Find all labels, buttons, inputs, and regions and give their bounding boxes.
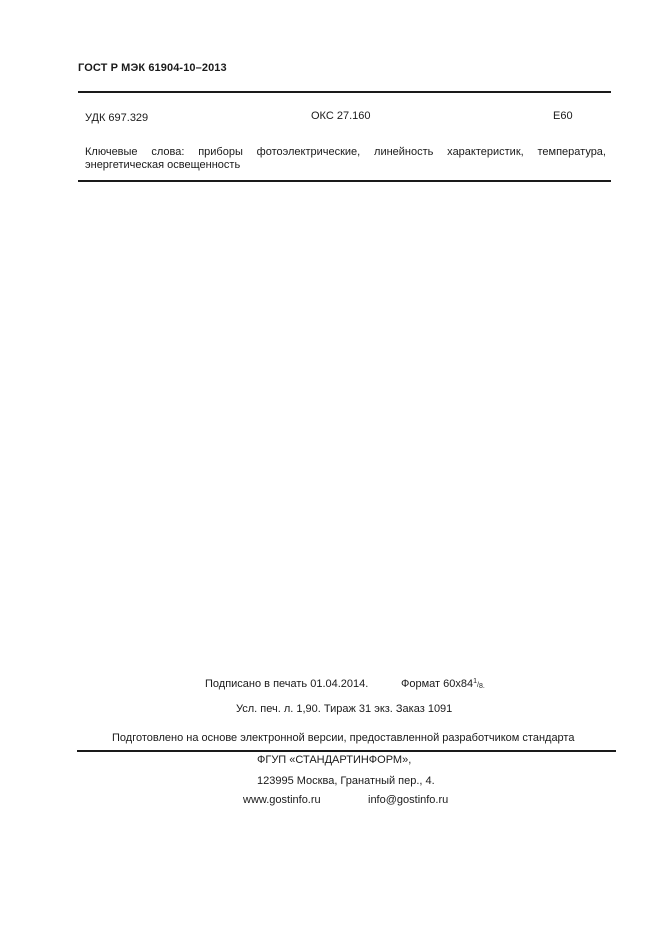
print-info: Усл. печ. л. 1,90. Тираж 31 экз. Заказ 1091 [236, 703, 453, 715]
format-denominator: 8 [478, 683, 483, 690]
group-code: Е60 [553, 110, 573, 122]
prepared-note: Подготовлено на основе электронной версии, предоставленной разработчиком стандарта [112, 732, 575, 744]
signed-date: Подписано в печать 01.04.2014. [205, 678, 369, 690]
publisher-address: 123995 Москва, Гранатный пер., 4. [257, 775, 435, 787]
keywords-text: Ключевые слова: приборы фотоэлектрические, линейность характеристик, температура, энергетическая освещенность [85, 146, 606, 171]
paper-format [401, 678, 485, 690]
publisher-name: ФГУП «СТАНДАРТИНФОРМ», [257, 754, 412, 766]
bottom-rule [78, 180, 611, 182]
imprint-rule [77, 750, 616, 752]
format-prefix: Формат 60x84 [401, 678, 474, 690]
format-slash: / [477, 682, 479, 689]
format-numerator: 1 [473, 678, 478, 685]
standard-code: ГОСТ Р МЭК 61904-10–2013 [78, 62, 227, 74]
format-suffix: . [482, 683, 485, 690]
email-link[interactable]: info@gostinfo.ru [368, 794, 449, 806]
website-link[interactable]: www.gostinfo.ru [243, 794, 321, 806]
top-rule [78, 91, 611, 93]
oks-code: ОКС 27.160 [311, 110, 371, 122]
udk-code: УДК 697.329 [85, 112, 149, 124]
